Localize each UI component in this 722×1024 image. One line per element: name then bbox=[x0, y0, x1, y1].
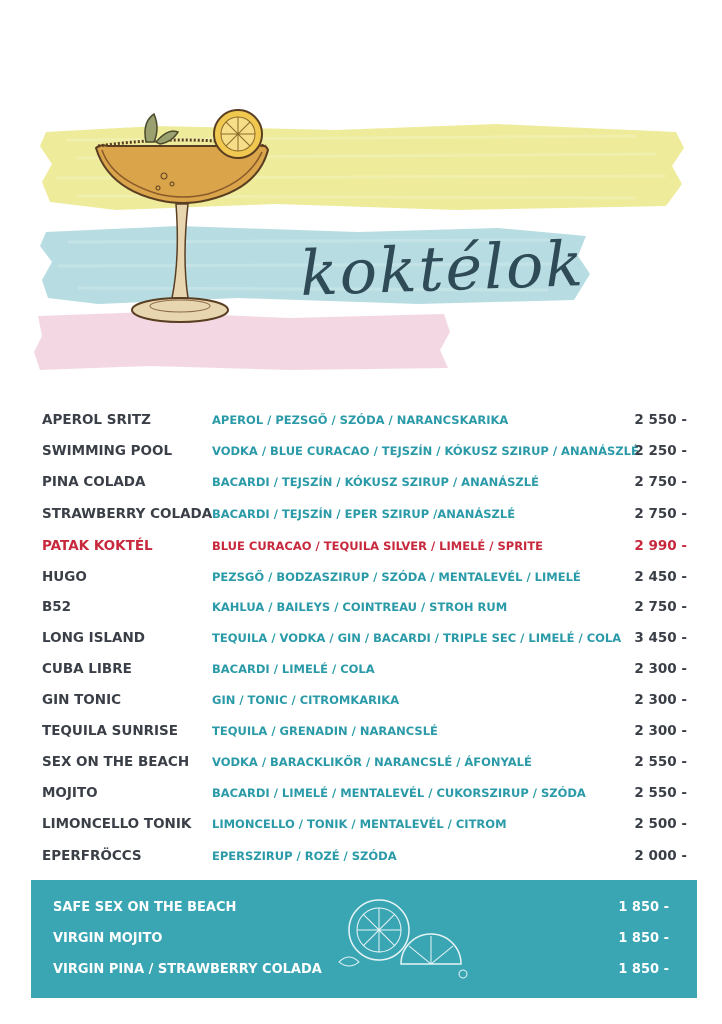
virgin-menu-item bbox=[53, 900, 669, 920]
virgin-item-price: 1 850 - bbox=[618, 962, 669, 977]
menu-item-name: HUGO bbox=[42, 569, 87, 585]
menu-item bbox=[42, 783, 687, 803]
menu-item bbox=[42, 504, 687, 524]
menu-item-name: LIMONCELLO TONIK bbox=[42, 816, 192, 832]
virgin-item-name: VIRGIN PINA / STRAWBERRY COLADA bbox=[53, 962, 322, 977]
menu-item-name: EPERFRÖCCS bbox=[42, 848, 142, 864]
menu-item bbox=[42, 752, 687, 772]
menu-item-ingredients: VODKA / BARACKLIKŐR / NARANCSLÉ / ÁFONYALÉ bbox=[212, 755, 532, 769]
menu-item-price: 3 450 - bbox=[634, 630, 687, 646]
menu-item-price: 2 990 - bbox=[634, 538, 687, 554]
menu-item-ingredients: LIMONCELLO / TONIK / MENTALEVÉL / CITROM bbox=[212, 817, 507, 831]
menu-item-ingredients: TEQUILA / VODKA / GIN / BACARDI / TRIPLE SEC / LIMELÉ / COLA bbox=[212, 631, 622, 645]
virgin-item-price: 1 850 - bbox=[618, 931, 669, 946]
menu-item bbox=[42, 659, 687, 679]
menu-item-featured bbox=[42, 536, 687, 556]
menu-item bbox=[42, 441, 687, 461]
menu-item-price: 2 300 - bbox=[634, 661, 687, 677]
menu-item-ingredients: BACARDI / LIMELÉ / COLA bbox=[212, 662, 375, 676]
menu-item bbox=[42, 690, 687, 710]
menu-item-price: 2 550 - bbox=[634, 785, 687, 801]
menu-item-price: 2 550 - bbox=[634, 754, 687, 770]
menu-item-name: SEX ON THE BEACH bbox=[42, 754, 190, 770]
menu-item-price: 2 250 - bbox=[634, 443, 687, 459]
menu-item-name: LONG ISLAND bbox=[42, 630, 145, 646]
menu-item-price: 2 000 - bbox=[634, 848, 687, 864]
menu-item-price: 2 450 - bbox=[634, 569, 687, 585]
menu-item-ingredients: BACARDI / TEJSZÍN / EPER SZIRUP /ANANÁSZLÉ bbox=[212, 507, 516, 521]
menu-item-ingredients: BLUE CURACAO / TEQUILA SILVER / LIMELÉ / SPRITE bbox=[212, 539, 544, 553]
menu-item-name: PINA COLADA bbox=[42, 474, 146, 490]
menu-item-price: 2 550 - bbox=[634, 412, 687, 428]
virgin-item-name: SAFE SEX ON THE BEACH bbox=[53, 900, 237, 915]
cocktail-glass-icon bbox=[88, 108, 278, 338]
menu-item bbox=[42, 597, 687, 617]
menu-item-name: GIN TONIC bbox=[42, 692, 122, 708]
menu-item bbox=[42, 472, 687, 492]
virgin-menu-item bbox=[53, 962, 669, 982]
menu-item-name: B52 bbox=[42, 599, 72, 615]
menu-item-ingredients: VODKA / BLUE CURACAO / TEJSZÍN / KÓKUSZ SZIRUP / ANANÁSZLÉ bbox=[212, 444, 639, 458]
menu-item-price: 2 300 - bbox=[634, 723, 687, 739]
menu-item-ingredients: KAHLUA / BAILEYS / COINTREAU / STROH RUM bbox=[212, 600, 508, 614]
menu-item-name: STRAWBERRY COLADA bbox=[42, 506, 213, 522]
menu-item-name: TEQUILA SUNRISE bbox=[42, 723, 178, 739]
menu-item bbox=[42, 628, 687, 648]
menu-item-ingredients: APEROL / PEZSGŐ / SZÓDA / NARANCSKARIKA bbox=[212, 413, 509, 427]
menu-item-name: SWIMMING POOL bbox=[42, 443, 173, 459]
menu-item-ingredients: GIN / TONIC / CITROMKARIKA bbox=[212, 693, 400, 707]
menu-item bbox=[42, 721, 687, 741]
menu-item-ingredients: BACARDI / TEJSZÍN / KÓKUSZ SZIRUP / ANANÁSZLÉ bbox=[212, 475, 539, 489]
menu-item-ingredients: TEQUILA / GRENADIN / NARANCSLÉ bbox=[212, 724, 438, 738]
menu-item-price: 2 750 - bbox=[634, 474, 687, 490]
menu-item bbox=[42, 410, 687, 430]
menu-item-ingredients: BACARDI / LIMELÉ / MENTALEVÉL / CUKORSZIRUP / SZÓDA bbox=[212, 786, 586, 800]
menu-item-price: 2 750 - bbox=[634, 599, 687, 615]
virgin-item-name: VIRGIN MOJITO bbox=[53, 931, 163, 946]
menu-item bbox=[42, 814, 687, 834]
menu-item-price: 2 500 - bbox=[634, 816, 687, 832]
virgin-item-price: 1 850 - bbox=[618, 900, 669, 915]
menu-item-ingredients: PEZSGŐ / BODZASZIRUP / SZÓDA / MENTALEVÉL / LIMELÉ bbox=[212, 570, 581, 584]
menu-item bbox=[42, 846, 687, 866]
menu-item-price: 2 300 - bbox=[634, 692, 687, 708]
page-title: koktélok bbox=[298, 227, 586, 310]
menu-item-name: CUBA LIBRE bbox=[42, 661, 132, 677]
virgin-menu-item bbox=[53, 931, 669, 951]
menu-item bbox=[42, 567, 687, 587]
virgin-cocktails-panel bbox=[31, 880, 697, 998]
menu-item-name: APEROL SRITZ bbox=[42, 412, 151, 428]
menu-item-ingredients: EPERSZIRUP / ROZÉ / SZÓDA bbox=[212, 849, 397, 863]
menu-item-name: PATAK KOKTÉL bbox=[42, 538, 153, 554]
menu-item-price: 2 750 - bbox=[634, 506, 687, 522]
menu-item-name: MOJITO bbox=[42, 785, 98, 801]
